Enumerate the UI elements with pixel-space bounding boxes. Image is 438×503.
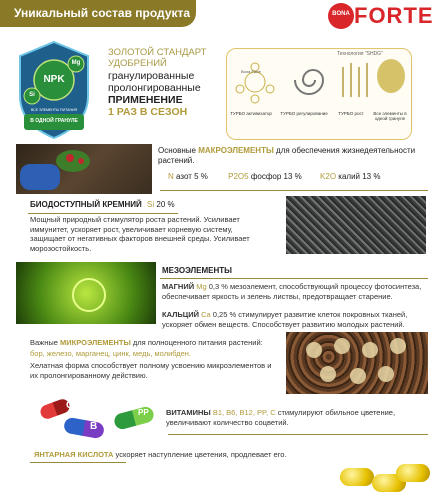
micro-photo (286, 332, 428, 394)
micro-element-bubble-6 (350, 368, 366, 384)
pill-c-label: C (66, 400, 74, 411)
micro-note: Хелатная форма способствует полному усвоению микроэлементов и их пролонгированному действию. (30, 361, 272, 380)
k-symbol: K2O (320, 172, 337, 181)
meso-photo (16, 262, 156, 324)
vitamins-title: ВИТАМИНЫ (166, 408, 211, 417)
magnesium-name: МАГНИЙ (162, 282, 195, 291)
micro-element-bubble-2 (334, 338, 350, 354)
reference-title: Технология "SHDG" (337, 51, 383, 57)
shield-npk: NPK (43, 74, 65, 85)
vitamins-divider (168, 434, 428, 435)
meso-divider (160, 278, 428, 279)
reference-brand: Bona Forte (241, 69, 261, 74)
logo-bona-text: BONA (332, 11, 350, 17)
silicon-percent: 20 % (154, 200, 175, 209)
granule-line-4: 1 РАЗ В СЕЗОН (108, 106, 188, 118)
magnesium-desc: 0,3 % мезоэлемент, способствующий процессу фотосинтеза, обеспечивает яркость и зелень листвы, предотвращает старение. (162, 282, 422, 301)
micro-text (30, 338, 280, 348)
silicon-photo (286, 196, 426, 254)
micro-element-bubble-5 (320, 366, 336, 382)
vitamins-list: B1, B6, B12, PP, C (212, 408, 276, 417)
vitamins-desc: стимулируют обильное цветение, увеличивают количество соцветий. (166, 408, 396, 427)
macro-npk-values (168, 172, 428, 182)
succinic-desc: ускоряет наступление цветения, продлевает его. (113, 450, 287, 459)
reference-item-4: Все элементы в одной грануле (373, 111, 407, 121)
meso-cell (72, 278, 106, 312)
micro-element-bubble-4 (390, 338, 406, 354)
p-symbol: P2O5 (228, 172, 249, 181)
granule-line-3: ПРИМЕНЕНИЕ (108, 94, 183, 106)
macro-title: МАКРОЭЛЕМЕНТЫ (198, 146, 274, 155)
silicon-description: Мощный природный стимулятор роста растений. Усиливает иммунитет, ускоряет рост, увеличивает корневую систему, защищает от негативных факторов внешней среды. Усиливает морозостойкость. (30, 215, 250, 253)
micro-element-bubble-7 (378, 366, 394, 382)
micro-element-bubble-1 (306, 342, 322, 358)
succinic-divider (30, 462, 126, 463)
reference-item-2: ТУРБО регулирование (280, 111, 328, 116)
capsule-3 (396, 464, 430, 482)
magnesium-text (162, 282, 428, 301)
macro-divider (160, 190, 428, 191)
activator-icon (231, 59, 279, 105)
silicon-symbol: Si (147, 200, 155, 209)
macro-text (158, 146, 426, 166)
shield-si: Si (29, 92, 35, 98)
n-symbol: N (168, 172, 174, 181)
macro-desc: для обеспечения жизнедеятельности растений. (158, 146, 416, 165)
granule-line-2: пролонгированные (108, 82, 201, 94)
silicon-divider (28, 213, 178, 214)
calcium-desc: 0,25 % стимулирует развитие клеток покровных тканей, ускоряет обмен веществ. Способствует развитию молодых растений. (162, 310, 408, 329)
shield-icon (14, 40, 94, 140)
calcium-name: КАЛЬЦИЙ (162, 310, 199, 319)
n-value: азот 5 % (173, 172, 208, 181)
growth-icon (335, 57, 375, 103)
gold-standard-title: ЗОЛОТОЙ СТАНДАРТ УДОБРЕНИЙ (108, 47, 207, 69)
reference-item-1: ТУРБО активизатор (230, 111, 272, 116)
macro-flower-1 (66, 154, 74, 162)
silicon-heading (30, 200, 175, 210)
macro-lead: Основные (158, 146, 199, 155)
pill-b (63, 417, 105, 440)
macro-glove (20, 164, 60, 190)
npk-shield-badge (14, 40, 94, 140)
micro-list: бор, железо, марганец, цинк, медь, молибден. (30, 349, 191, 358)
k-value: калий 13 % (336, 172, 381, 181)
shield-caption-1: ВСЕ ЭЛЕМЕНТЫ ПИТАНИЯ (30, 108, 78, 112)
logo-forte-text: FORTE (354, 3, 434, 28)
silicon-title: БИОДОСТУПНЫЙ КРЕМНИЙ (30, 200, 142, 209)
micro-desc: для полноценного питания растений: (130, 338, 263, 347)
capsule-1 (340, 468, 374, 486)
succinic-title: ЯНТАРНАЯ КИСЛОТА (34, 450, 114, 459)
calcium-symbol: Ca (201, 310, 211, 319)
shield-mg: Mg (71, 60, 81, 66)
calcium-text (162, 310, 428, 329)
macro-photo (16, 144, 152, 194)
header-title: Уникальный состав продукта (14, 6, 191, 20)
macro-plant (56, 150, 90, 172)
micro-element-bubble-3 (362, 342, 378, 358)
granule-description (108, 70, 228, 118)
micro-title: МИКРОЭЛЕМЕНТЫ (59, 338, 131, 347)
swirl-icon (287, 57, 331, 103)
vitamins-text (166, 408, 428, 427)
micro-lead: Важные (30, 338, 60, 347)
technology-reference-box (226, 48, 412, 140)
meso-title: МЕЗОЭЛЕМЕНТЫ (162, 266, 232, 275)
granule-icon (377, 59, 405, 93)
magnesium-symbol: Mg (196, 282, 207, 291)
reference-item-3: ТУРБО рост (338, 111, 364, 116)
brand-logo (328, 2, 434, 30)
granule-line-1: гранулированные (108, 70, 195, 82)
p-value: фосфор 13 % (248, 172, 302, 181)
macro-flower-2 (78, 158, 84, 164)
shield-caption-2: В ОДНОЙ ГРАНУЛЕ (30, 118, 78, 124)
succinic-capsules (340, 460, 430, 500)
pill-pp-label: PP (138, 408, 149, 417)
succinic-text (34, 450, 334, 460)
pill-b-label: B (90, 421, 98, 432)
